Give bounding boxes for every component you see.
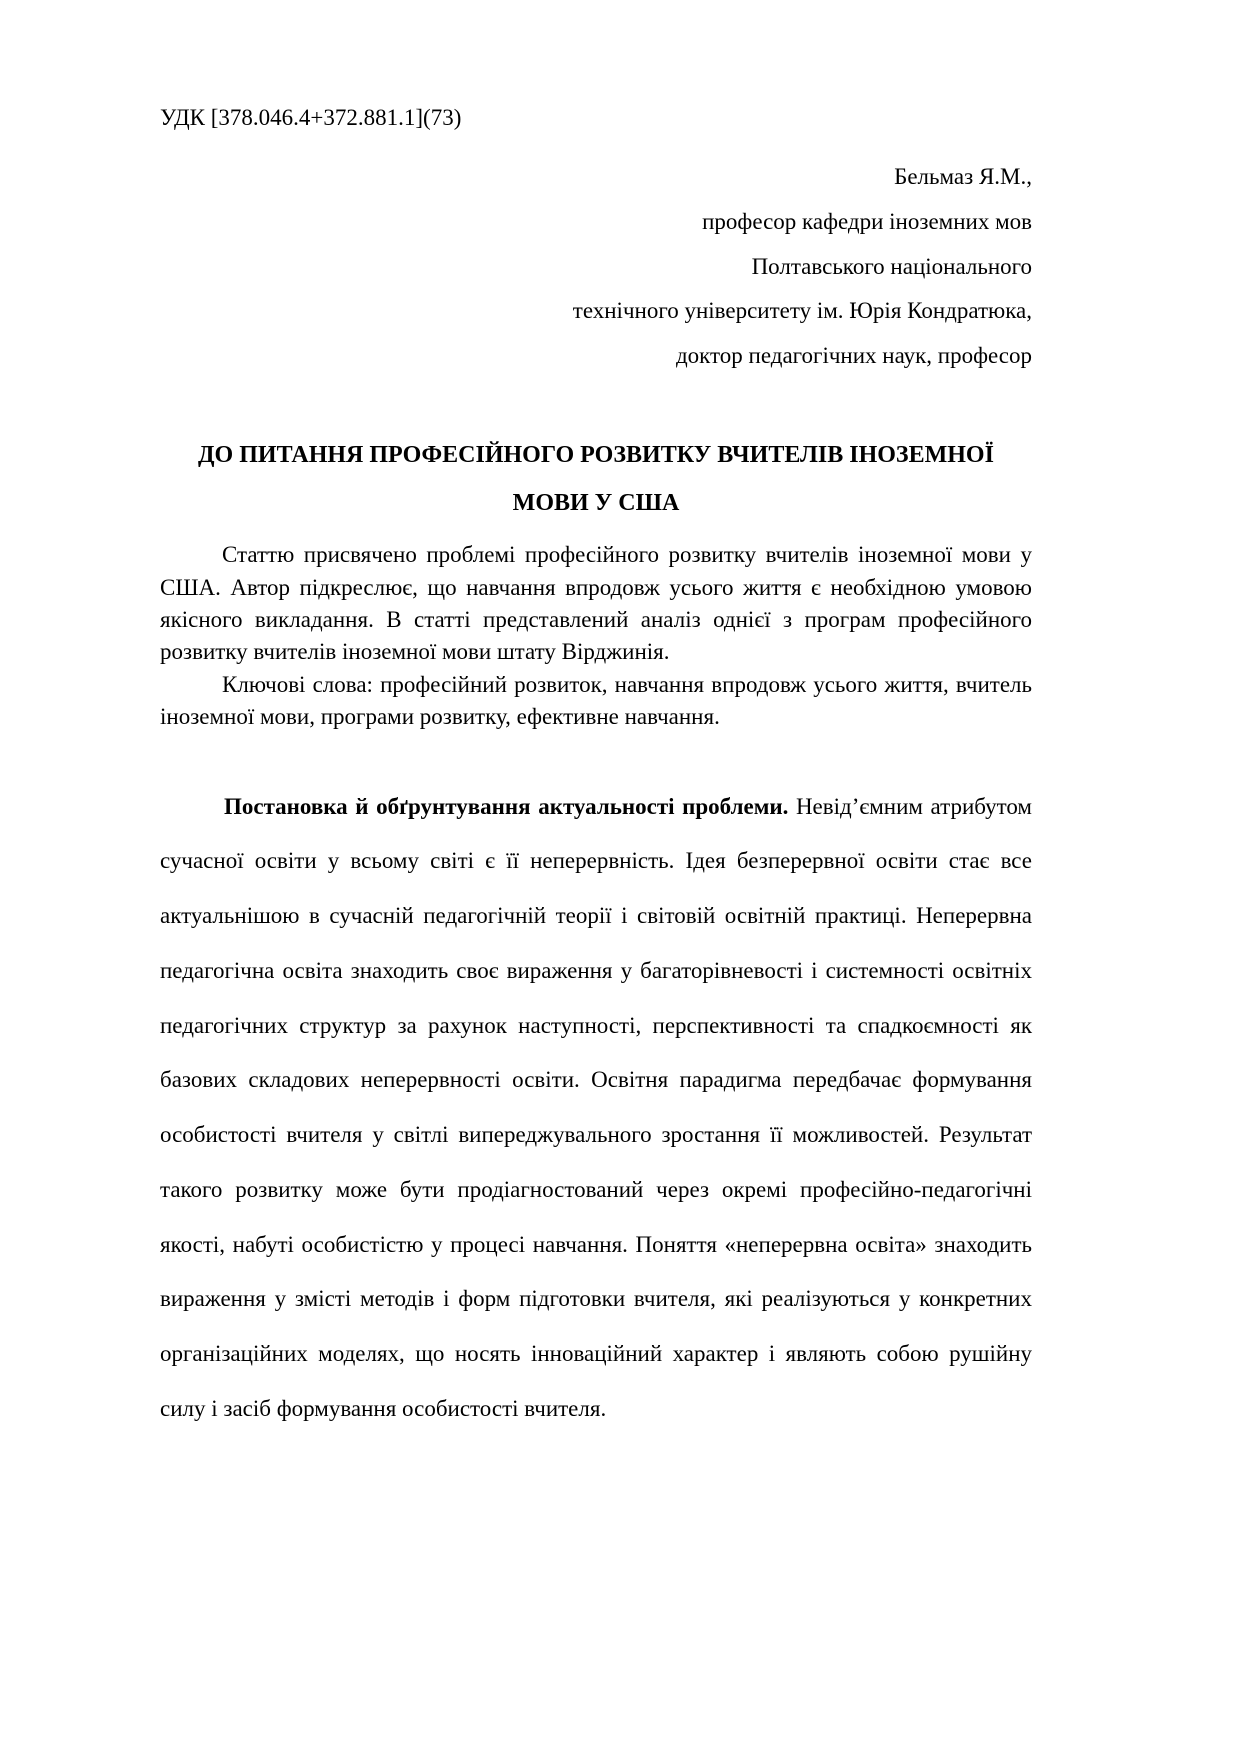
udc-code: УДК [378.046.4+372.881.1](73) xyxy=(160,105,462,130)
abstract-paragraph: Статтю присвячено проблемі професійного розвитку вчителів іноземної мови у США. Автор підкреслює, що навчання впродовж усього життя є необхідною умовою якісного викладання. В статті представлений аналіз однієї з програм професійного розвитку вчителів іноземної мови штату Вірджинія. xyxy=(160,542,1032,665)
body-text: Невід’ємним атрибутом сучасної освіти у всьому світі є її неперервність. Ідея безперервної освіти стає все актуальнішою в сучасній педагогічній теорії і світовій освітній практиці. Неперервна педагогічна освіта знаходить своє вираження у багаторівневості і системності освітніх педагогічних структур за рахунок наступності, перспективності та спадкоємності як базових складових неперервності освіти. Освітня парадигма передбачає формування особистості вчителя у світлі випереджувального зростання її можливостей. Результат такого розвитку може бути продіагностований через окремі професійно-педагогічні якості, набуті особистістю у процесі навчання. Поняття «неперервна освіта» знаходить вираження у змісті методів і форм підготовки вчителя, які реалізуються у конкретних організаційних моделях, що носять інноваційний характер і являють собою рушійну силу і засіб формування особистості вчителя. xyxy=(160,793,1032,1421)
author-affiliation-line-2: технічного університету ім. Юрія Кондратюка, xyxy=(572,298,1032,324)
author-block xyxy=(160,155,1032,379)
author-degree: доктор педагогічних наук, професор xyxy=(675,343,1032,369)
article-title-line-2: МОВИ У США xyxy=(512,490,680,517)
body-lead-heading: Постановка й обґрунтування актуальності проблеми. xyxy=(224,793,789,819)
author-affiliation-line-1: Полтавського національного xyxy=(751,253,1032,279)
article-title-line-1: ДО ПИТАННЯ ПРОФЕСІЙНОГО РОЗВИТКУ ВЧИТЕЛІВ ІНОЗЕМНОЇ xyxy=(198,442,994,469)
author-position: професор кафедри іноземних мов xyxy=(702,208,1032,234)
author-name: Бельмаз Я.М., xyxy=(894,163,1032,189)
article-title xyxy=(160,431,1032,527)
body-paragraph xyxy=(160,780,1032,1437)
keywords-paragraph: Ключові слова: професійний розвиток, навчання впродовж усього життя, вчитель іноземної мови, програми розвитку, ефективне навчання. xyxy=(160,671,1032,730)
